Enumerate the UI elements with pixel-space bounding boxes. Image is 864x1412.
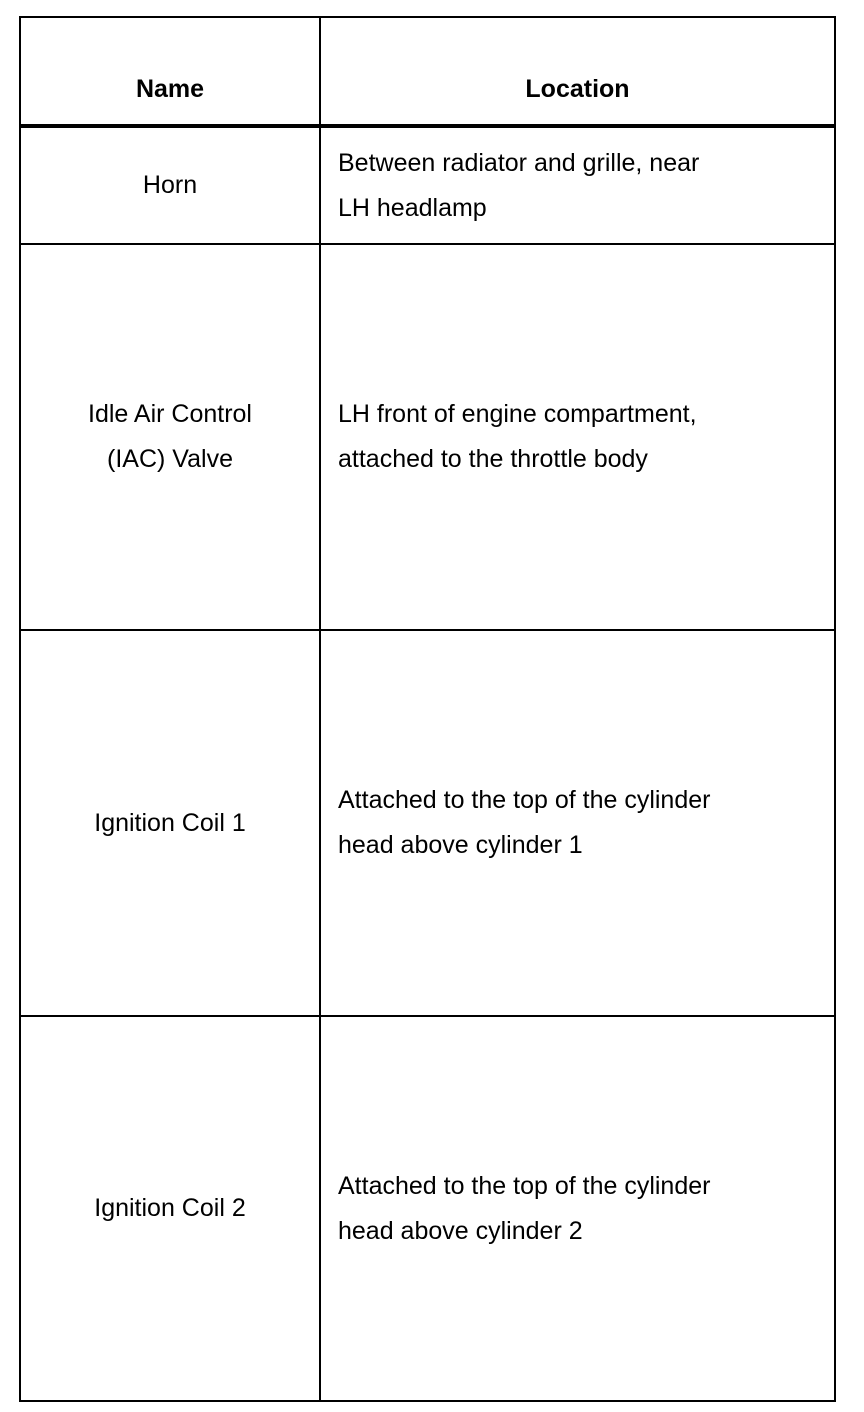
row-name-text: Horn: [142, 171, 198, 199]
row-name-text: Ignition Coil 1: [94, 808, 246, 837]
table-row-name: [21, 128, 319, 243]
row-location-text: Attached to the top of the cylinder head above cylinder 2: [338, 1171, 711, 1245]
row-location-text: Between radiator and grille, near LH headlamp: [338, 148, 700, 222]
header-name-label: Name: [135, 75, 205, 103]
row-name-text: Ignition Coil 2: [94, 1194, 246, 1222]
table-row-location: [321, 631, 834, 1015]
table-row-name: [21, 631, 319, 1015]
row-location-text: Attached to the top of the cylinder head above cylinder 1: [338, 786, 711, 859]
table-row-location: [321, 1017, 834, 1400]
table-row-name: [21, 245, 319, 629]
component-location-table: [19, 16, 836, 1402]
table-row-location: [321, 245, 834, 629]
row-location-text: LH front of engine compartment, attached to the throttle body: [338, 400, 697, 473]
table-row-location: [321, 128, 834, 243]
table-row-name: [21, 1017, 319, 1400]
row-name-text: Idle Air Control (IAC) Valve: [88, 400, 252, 473]
header-name: [21, 18, 319, 124]
header-location-label: Location: [525, 75, 630, 103]
header-location: [321, 18, 834, 124]
